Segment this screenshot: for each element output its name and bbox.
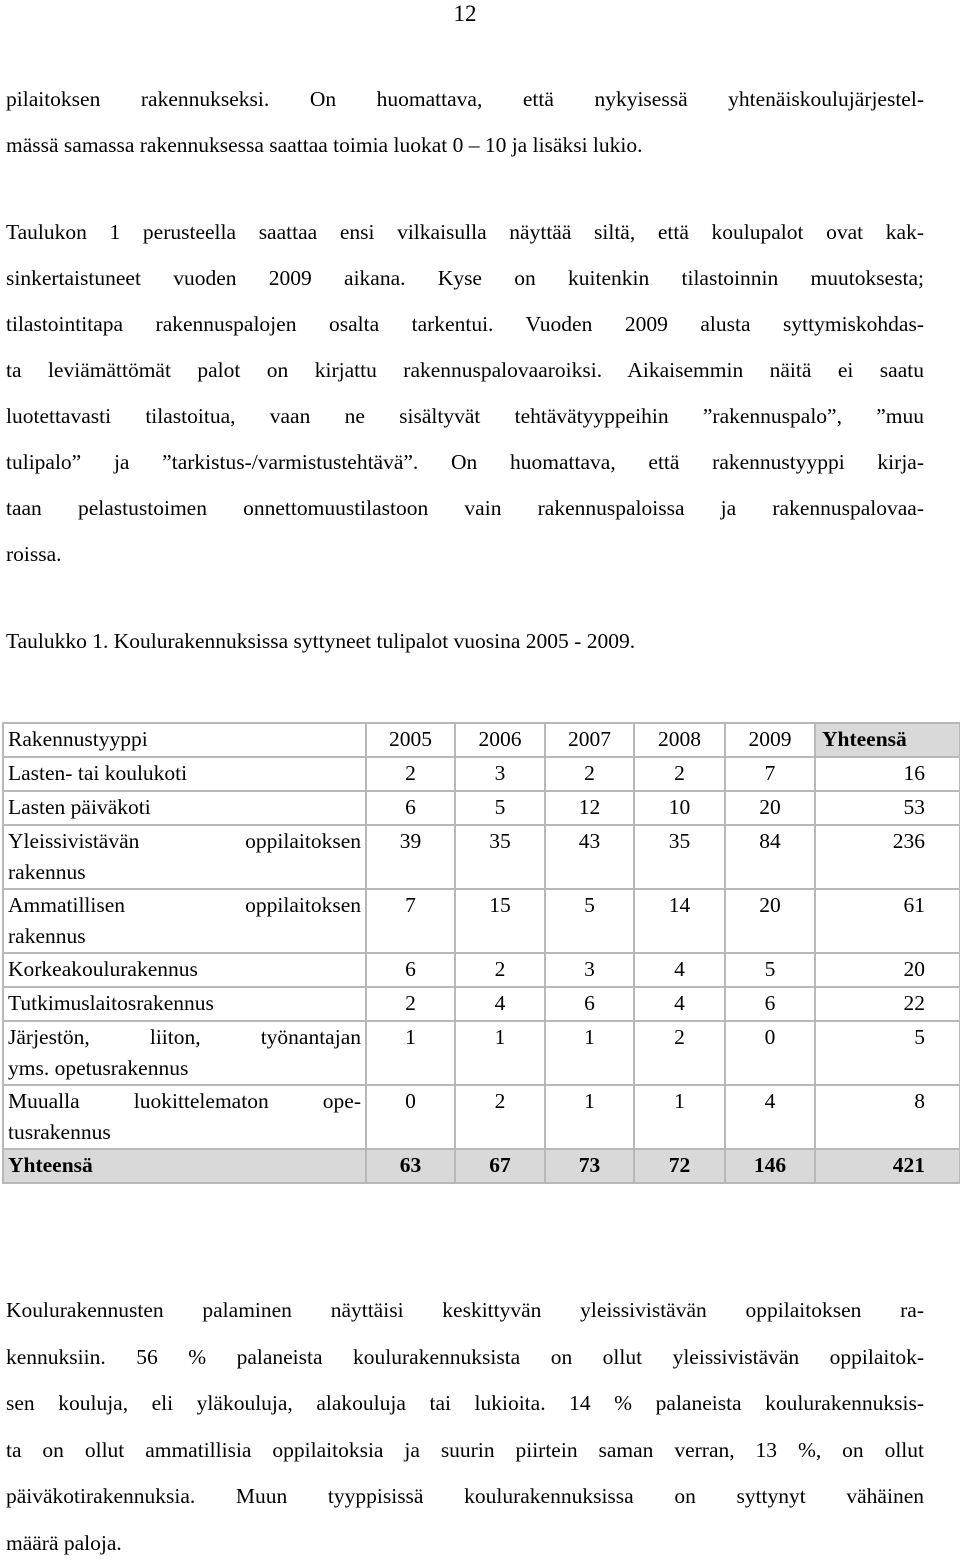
column-header: 2009 [725, 723, 815, 757]
year-value-cell: 1 [634, 1085, 725, 1149]
table-row [3, 889, 960, 953]
year-value-cell: 2 [366, 987, 455, 1021]
column-header: 2005 [366, 723, 455, 757]
cell-text-line: tusrakennus [8, 1117, 361, 1148]
table-body [3, 723, 960, 1183]
text-line: tulipalo” ja ”tarkistus-/varmistustehtävä”. On huomattava, että rakennustyyppi kirja- [6, 439, 924, 485]
year-value-cell: 35 [455, 825, 545, 889]
year-value-cell: 2 [545, 757, 634, 791]
text-line: sen kouluja, eli yläkouluja, alakouluja tai lukioita. 14 % palaneista koulurakennuksis- [6, 1380, 924, 1427]
year-total-cell: 146 [725, 1149, 815, 1183]
page-number: 12 [440, 0, 490, 28]
year-value-cell: 2 [455, 1085, 545, 1149]
row-total-cell: 53 [815, 791, 960, 825]
year-value-cell: 4 [634, 953, 725, 987]
year-value-cell: 1 [545, 1085, 634, 1149]
text-line: päiväkotirakennuksia. Muun tyyppisissä koulurakennuksissa on syttynyt vähäinen [6, 1473, 924, 1520]
fires-table [2, 722, 960, 1184]
column-header: 2006 [455, 723, 545, 757]
text-line: kennuksiin. 56 % palaneista koulurakennuksista on ollut yleissivistävän oppilaitok- [6, 1334, 924, 1381]
building-type-cell [3, 889, 366, 953]
row-total-cell: 236 [815, 825, 960, 889]
table-total-row [3, 1149, 960, 1183]
cell-text-line: Yleissivistävän oppilaitoksen [8, 826, 361, 857]
column-header: Yhteensä [815, 723, 960, 757]
year-value-cell: 35 [634, 825, 725, 889]
year-value-cell: 20 [725, 889, 815, 953]
year-total-cell: 72 [634, 1149, 725, 1183]
year-value-cell: 6 [725, 987, 815, 1021]
table-row [3, 1085, 960, 1149]
table-row [3, 987, 960, 1021]
year-value-cell: 10 [634, 791, 725, 825]
year-value-cell: 15 [455, 889, 545, 953]
building-type-cell [3, 1085, 366, 1149]
paragraph-intro [6, 76, 924, 168]
column-header: 2008 [634, 723, 725, 757]
year-value-cell: 0 [366, 1085, 455, 1149]
paragraph-statistics-change [6, 209, 924, 577]
year-value-cell: 7 [366, 889, 455, 953]
year-value-cell: 5 [725, 953, 815, 987]
cell-text-line: yms. opetusrakennus [8, 1053, 361, 1084]
year-value-cell: 14 [634, 889, 725, 953]
year-value-cell: 20 [725, 791, 815, 825]
text-line: Koulurakennusten palaminen näyttäisi keskittyvän yleissivistävän oppilaitoksen ra- [6, 1287, 924, 1334]
text-line: ta leviämättömät palot on kirjattu rakennuspalovaaroiksi. Aikaisemmin näitä ei saatu [6, 347, 924, 393]
table-row [3, 1021, 960, 1085]
cell-text-line: Järjestön, liiton, työnantajan [8, 1022, 361, 1053]
text-line: määrä paloja. [6, 1520, 924, 1566]
row-total-cell: 22 [815, 987, 960, 1021]
text-line: pilaitoksen rakennukseksi. On huomattava, että nykyisessä yhtenäiskoulujärjestel- [6, 76, 924, 122]
column-header: Rakennustyyppi [3, 723, 366, 757]
year-value-cell: 6 [366, 791, 455, 825]
year-value-cell: 2 [366, 757, 455, 791]
building-type-cell: Korkeakoulurakennus [3, 953, 366, 987]
row-total-cell: 8 [815, 1085, 960, 1149]
total-label-cell: Yhteensä [3, 1149, 366, 1183]
cell-text-line: Ammatillisen oppilaitoksen [8, 890, 361, 921]
year-total-cell: 67 [455, 1149, 545, 1183]
building-type-cell: Lasten- tai koulukoti [3, 757, 366, 791]
year-value-cell: 4 [455, 987, 545, 1021]
year-value-cell: 6 [545, 987, 634, 1021]
text-line: mässä samassa rakennuksessa saattaa toimia luokat 0 – 10 ja lisäksi lukio. [6, 122, 924, 168]
year-value-cell: 4 [634, 987, 725, 1021]
text-line: taan pelastustoimen onnettomuustilastoon vain rakennuspaloissa ja rakennuspalovaa- [6, 485, 924, 531]
cell-text-line: rakennus [8, 921, 361, 952]
building-type-cell [3, 825, 366, 889]
text-line: Taulukon 1 perusteella saattaa ensi vilkaisulla näyttää siltä, että koulupalot ovat kak- [6, 209, 924, 255]
text-line: luotettavasti tilastoitua, vaan ne sisältyvät tehtävätyyppeihin ”rakennuspalo”, ”muu [6, 393, 924, 439]
year-value-cell: 5 [455, 791, 545, 825]
row-total-cell: 16 [815, 757, 960, 791]
year-value-cell: 5 [545, 889, 634, 953]
text-line: roissa. [6, 531, 924, 577]
year-total-cell: 73 [545, 1149, 634, 1183]
table-row [3, 825, 960, 889]
table-row [3, 757, 960, 791]
text-line: ta on ollut ammatillisia oppilaitoksia ja suurin piirtein saman verran, 13 %, on ollut [6, 1427, 924, 1474]
year-value-cell: 1 [455, 1021, 545, 1085]
table-header-row [3, 723, 960, 757]
year-value-cell: 1 [366, 1021, 455, 1085]
row-total-cell: 61 [815, 889, 960, 953]
year-value-cell: 12 [545, 791, 634, 825]
cell-text-line: rakennus [8, 857, 361, 888]
table-caption: Taulukko 1. Koulurakennuksissa syttyneet tulipalot vuosina 2005 - 2009. [6, 621, 635, 661]
year-value-cell: 2 [455, 953, 545, 987]
year-value-cell: 84 [725, 825, 815, 889]
year-value-cell: 2 [634, 1021, 725, 1085]
building-type-cell: Tutkimuslaitosrakennus [3, 987, 366, 1021]
year-value-cell: 3 [455, 757, 545, 791]
year-total-cell: 63 [366, 1149, 455, 1183]
row-total-cell: 20 [815, 953, 960, 987]
year-value-cell: 2 [634, 757, 725, 791]
year-value-cell: 3 [545, 953, 634, 987]
table-row [3, 953, 960, 987]
table-row [3, 791, 960, 825]
column-header: 2007 [545, 723, 634, 757]
year-value-cell: 6 [366, 953, 455, 987]
year-value-cell: 0 [725, 1021, 815, 1085]
building-type-cell: Lasten päiväkoti [3, 791, 366, 825]
year-value-cell: 43 [545, 825, 634, 889]
grand-total-cell: 421 [815, 1149, 960, 1183]
year-value-cell: 7 [725, 757, 815, 791]
paragraph-conclusion [6, 1287, 924, 1566]
year-value-cell: 4 [725, 1085, 815, 1149]
year-value-cell: 39 [366, 825, 455, 889]
year-value-cell: 1 [545, 1021, 634, 1085]
row-total-cell: 5 [815, 1021, 960, 1085]
text-line: sinkertaistuneet vuoden 2009 aikana. Kyse on kuitenkin tilastoinnin muutoksesta; [6, 255, 924, 301]
building-type-cell [3, 1021, 366, 1085]
cell-text-line: Muualla luokittelematon ope- [8, 1086, 361, 1117]
text-line: tilastointitapa rakennuspalojen osalta tarkentui. Vuoden 2009 alusta syttymiskohdas- [6, 301, 924, 347]
